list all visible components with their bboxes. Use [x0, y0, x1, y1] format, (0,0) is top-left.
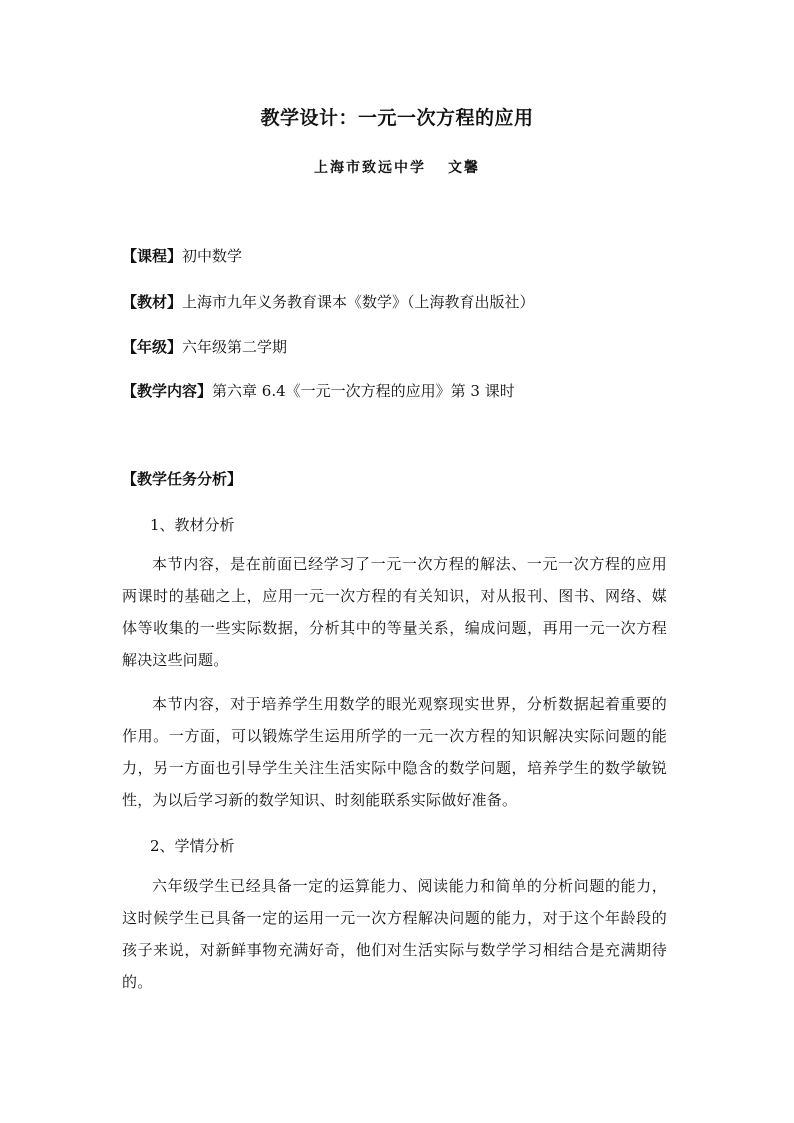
- meta-content-key: 【教学内容】: [122, 382, 213, 400]
- subsection-heading-student-analysis: 2、学情分析: [150, 837, 235, 855]
- author-line: [0, 157, 794, 177]
- meta-textbook-key: 【教材】: [122, 293, 183, 311]
- meta-textbook: [122, 291, 535, 312]
- meta-content-value: 第六章 6.4《一元一次方程的应用》第 3 课时: [212, 382, 515, 400]
- meta-grade-key: 【年级】: [122, 338, 183, 356]
- author-name: 文馨: [448, 160, 480, 176]
- paragraph: 本节内容，是在前面已经学习了一元一次方程的解法、一元一次方程的应用两课时的基础之上，应用一元一次方程的有关知识，对从报刊、图书、网络、媒体等收集的一些实际数据，分析其中的等量关系，编成问题，再用一元一次方程解决这些问题。: [122, 555, 667, 669]
- meta-course: [122, 245, 242, 266]
- meta-course-value: 初中数学: [182, 247, 243, 265]
- section-heading: 【教学任务分析】: [122, 470, 243, 488]
- subsection-heading-textbook-analysis: 1、教材分析: [150, 516, 235, 534]
- paragraph: 六年级学生已经具备一定的运算能力、阅读能力和简单的分析问题的能力，这时候学生已具备一定的运用一元一次方程解决问题的能力，对于这个年龄段的孩子来说，对新鲜事物充满好奇，他们对生活实际与数学学习相结合是充满期待的。: [122, 877, 667, 991]
- meta-content: [122, 380, 515, 401]
- meta-textbook-value: 上海市九年义务教育课本《数学》（上海教育出版社）: [182, 293, 535, 311]
- author-school: 上海市致远中学: [314, 160, 426, 176]
- paragraph: 本节内容，对于培养学生用数学的眼光观察现实世界，分析数据起着重要的作用。一方面，可以锻炼学生运用所学的一元一次方程的知识解决实际问题的能力，另一方面也引导学生关注生活实际中隐含的数学问题，培养学生的数学敏锐性，为以后学习新的数学知识、时刻能联系实际做好准备。: [122, 695, 667, 809]
- meta-course-key: 【课程】: [122, 247, 183, 265]
- meta-grade-value: 六年级第二学期: [182, 338, 288, 356]
- document-title: 教学设计：一元一次方程的应用: [260, 107, 534, 129]
- meta-grade: [122, 336, 287, 357]
